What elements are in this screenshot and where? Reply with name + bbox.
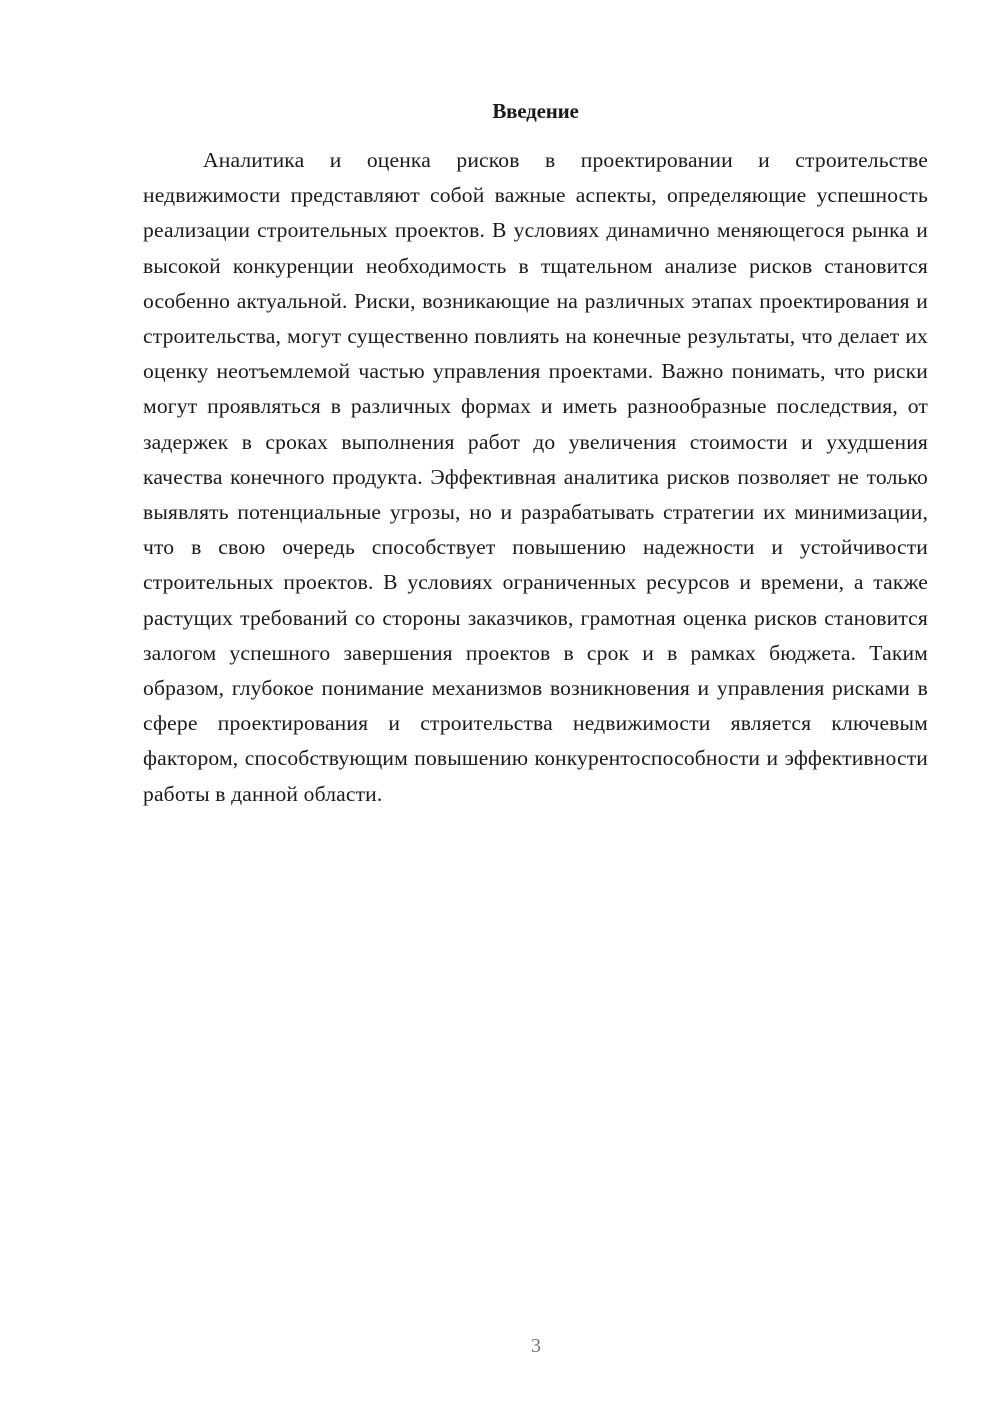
page-number: 3 [531, 1335, 541, 1357]
body-paragraph: Аналитика и оценка рисков в проектировании и строительстве недвижимости представляют собой важные аспекты, определяющие успешность реализации строительных проектов. В условиях динамично меняющегося рынка и высокой конкуренции необходимость в тщательном анализе рисков становится особенно актуальной. Риски, возникающие на различных этапах проектирования и строительства, могут существенно повлиять на конечные результаты, что делает их оценку неотъемлемой частью управления проектами. Важно понимать, что риски могут проявляться в различных формах и иметь разнообразные последствия, от задержек в сроках выполнения работ до увеличения стоимости и ухудшения качества конечного продукта. Эффективная аналитика рисков позволяет не только выявлять потенциальные угрозы, но и разрабатывать стратегии их минимизации, что в свою очередь способствует повышению надежности и устойчивости строительных проектов. В условиях ограниченных ресурсов и времени, а также растущих требований со стороны заказчиков, грамотная оценка рисков становится залогом успешного завершения проектов в срок и в рамках бюджета. Таким образом, глубокое понимание механизмов возникновения и управления рисками в сфере проектирования и строительства недвижимости является ключевым фактором, способствующим повышению конкурентоспособности и эффективности работы в данной области. [143, 148, 928, 806]
section-heading: Введение [492, 99, 579, 123]
